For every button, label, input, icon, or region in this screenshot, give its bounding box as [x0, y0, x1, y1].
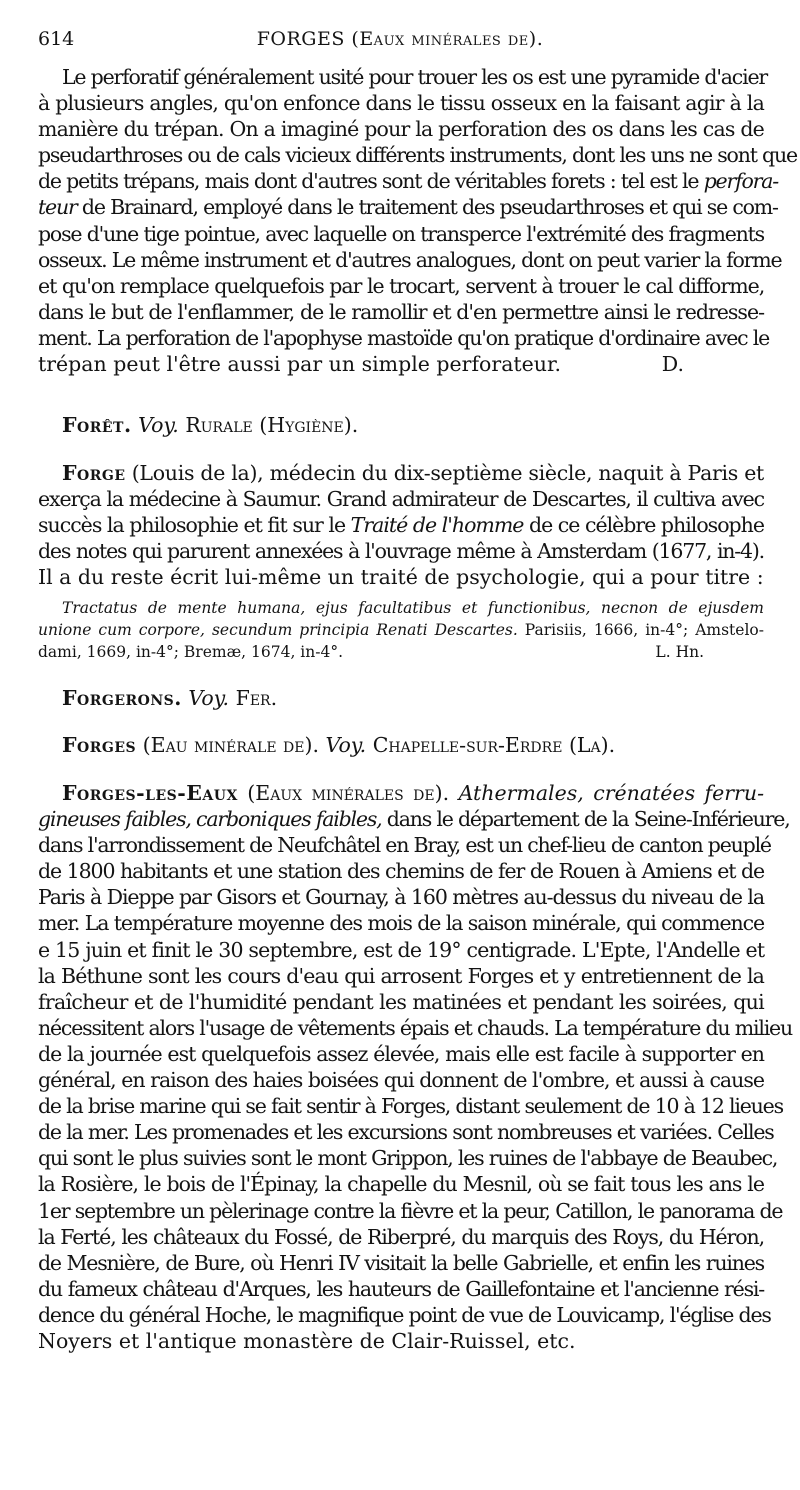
- text-line: [38, 685, 764, 711]
- text-line: et qu'on remplace quelquefois par le trocart, servent à trouer le cal difforme,: [38, 273, 765, 298]
- text-line: Forges (Eau minérale de). Voy. Chapelle-sur-Erdre (La).: [62, 733, 616, 757]
- voy-label: Voy.: [138, 413, 179, 437]
- entry-forge: [38, 460, 764, 590]
- biblio-line: dami, 1669, in-4°; Bremæ, 1674, in-4°. L. Hn.: [38, 643, 704, 661]
- text-line: Paris à Dieppe par Gisors et Gournay, à 160 mètres au-dessus du niveau de la: [38, 885, 764, 910]
- text-line: [38, 412, 764, 438]
- text-line: Il a du reste écrit lui-même un traité de psychologie, qui a pour titre :: [38, 565, 764, 590]
- entry-headword: Forgerons.: [62, 686, 182, 710]
- text-line: mer. La température moyenne des mois de la saison minérale, qui commence: [38, 911, 764, 936]
- text-line: la Ferté, les châteaux du Fossé, de Riberpré, du marquis des Roys, du Héron,: [38, 1224, 764, 1249]
- voy-label: Voy.: [188, 686, 230, 710]
- forge-bibliography: [38, 597, 764, 663]
- entry-headword: Forêt.: [62, 413, 132, 437]
- cross-reference: Chapelle-sur-Erdre (La).: [366, 733, 616, 757]
- entry-forges: [38, 732, 764, 758]
- text-line: de la brise marine qui se fait sentir à Forges, distant seulement de 10 à 12 lieues: [38, 1094, 783, 1119]
- entry-forgerons: [38, 685, 764, 711]
- text-line: qui sont le plus suivies sont le mont Grippon, les ruines de l'abbaye de Beaubec,: [38, 1146, 778, 1171]
- text-line: dence du général Hoche, le magnifique point de vue de Louvicamp, l'église des: [38, 1302, 771, 1327]
- author-signature: L. Hn.: [655, 643, 704, 661]
- voy-label: Voy.: [325, 733, 367, 757]
- text-line: de la mer. Les promenades et les excursions sont nombreuses et variées. Celles: [38, 1120, 774, 1145]
- running-title: FORGES (Eaux minérales de).: [256, 28, 544, 50]
- text-line: Le perforatif généralement usité pour trouer les os est une pyramide d'acier: [62, 65, 767, 89]
- text-line: manière du trépan. On a imaginé pour la perforation des os dans les cas de: [38, 117, 764, 142]
- text-line: du fameux château d'Arques, les hauteurs de Gaillefontaine et l'ancienne rési-: [38, 1276, 764, 1301]
- text-line: fraîcheur et de l'humidité pendant les matinées et pendant les soirées, qui: [38, 989, 764, 1014]
- entry-headword: Forge: [62, 461, 126, 485]
- italic-term: perfora-: [703, 169, 778, 194]
- text-line: gineuses faibles, carboniques faibles, dans le département de la Seine-Inférieure,: [38, 807, 790, 832]
- text-line: 1er septembre un pèlerinage contre la fièvre et la peur, Catillon, le panorama de: [38, 1198, 783, 1223]
- text-line: exerça la médecine à Saumur. Grand admirateur de Descartes, il cultiva avec: [38, 487, 764, 512]
- italic-term: teur: [38, 195, 77, 220]
- text-line: ment. La perforation de l'apophyse mastoïde qu'on pratique d'ordinaire avec le: [38, 325, 770, 350]
- text-line: osseux. Le même instrument et d'autres analogues, dont on peut varier la forme: [38, 247, 782, 272]
- entry-foret: [38, 412, 764, 438]
- text-line: nécessitent alors l'usage de vêtements épais et chauds. La température du milieu: [38, 1015, 792, 1040]
- italic-title: Traité de l'homme: [350, 513, 524, 538]
- text-line: des notes qui parurent annexées à l'ouvrage même à Amsterdam (1677, in-4).: [38, 539, 764, 564]
- running-header: [38, 24, 762, 54]
- text-line: la Béthune sont les cours d'eau qui arrosent Forges et y entretiennent de la: [38, 963, 764, 988]
- text-line: dans le but de l'enflammer, de le ramollir et d'en permettre ainsi le redresse-: [38, 299, 764, 324]
- text-line: général, en raison des haies boisées qui donnent de l'ombre, et aussi à cause: [38, 1068, 764, 1093]
- text-line: la Rosière, le bois de l'Épinay, la chapelle du Mesnil, où se fait tous les ans le: [38, 1172, 764, 1197]
- text-line: pose d'une tige pointue, avec laquelle on transperce l'extrémité des fragments: [38, 221, 764, 246]
- text-line: e 15 juin et finit le 30 septembre, est de 19° centigrade. L'Epte, l'Andelle et: [38, 937, 765, 962]
- cross-reference: Fer.: [235, 686, 278, 710]
- cross-reference: Rurale (Hygiène).: [185, 413, 359, 437]
- text-line: de la journée est quelquefois assez élevée, mais elle est facile à supporter en: [38, 1041, 764, 1066]
- text-line: Noyers et l'antique monastère de Clair-Ruissel, etc.: [38, 1328, 576, 1353]
- text-line: pseudarthroses ou de cals vicieux différents instruments, dont les uns ne sont que: [38, 143, 797, 168]
- text-line: à plusieurs angles, qu'on enfonce dans le tissu osseux en la faisant agir à la: [38, 91, 764, 116]
- entry-headword: Forges: [62, 733, 137, 757]
- text-line: Forges-les-Eaux (Eaux minérales de). Athermales, crénatées ferru-: [62, 781, 764, 805]
- entry-headword: Forges-les-Eaux: [62, 781, 238, 805]
- text-line: de 1800 habitants et une station des chemins de fer de Rouen à Amiens et de: [38, 859, 764, 884]
- text-line: de petits trépans, mais dont d'autres sont de véritables forets : tel est le perfora-: [38, 169, 778, 194]
- entry-forges-les-eaux: [38, 780, 792, 1354]
- text-line: succès la philosophie et fit sur le Traité de l'homme de ce célèbre philosophe: [38, 513, 764, 538]
- text-line: Forge (Louis de la), médecin du dix-septième siècle, naquit à Paris et: [62, 461, 764, 485]
- perforatif-paragraph: [38, 64, 797, 377]
- author-signature: D.: [661, 352, 684, 377]
- page-number: 614: [38, 28, 75, 50]
- text-line: trépan peut l'être aussi par un simple perforateur. D.: [38, 352, 684, 377]
- text-line: de Mesnière, de Bure, où Henri IV visitait la belle Gabrielle, et enfin les ruines: [38, 1250, 764, 1275]
- text-line: teur de Brainard, employé dans le traitement des pseudarthroses et qui se com-: [38, 195, 778, 220]
- biblio-line: unione cum corpore, secundum principia Renati Descartes. Parisiis, 1666, in-4°; Amstelo-: [38, 621, 764, 639]
- text-line: dans l'arrondissement de Neufchâtel en Bray, est un chef-lieu de canton peuplé: [38, 833, 771, 858]
- biblio-line: Tractatus de mente humana, ejus facultatibus et functionibus, necnon de ejusdem: [62, 599, 764, 617]
